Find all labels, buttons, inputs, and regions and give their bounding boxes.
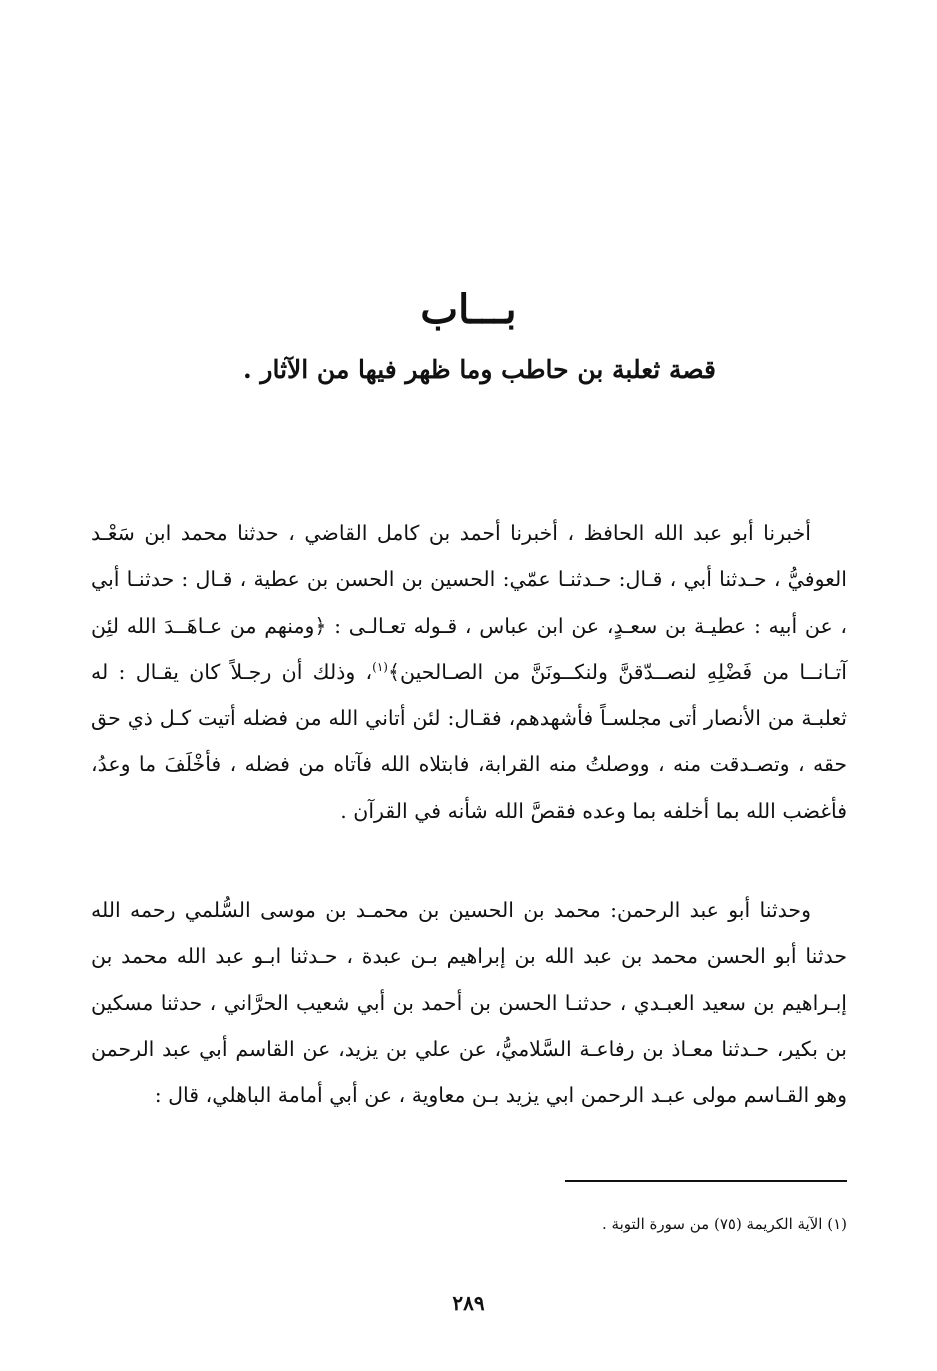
paragraph-2 xyxy=(91,887,847,1118)
page-number: ٢٨٩ xyxy=(452,1291,485,1315)
footnote: (١) الآية الكريمة (٧٥) من سورة التوبة . xyxy=(602,1215,847,1233)
paragraph-1 xyxy=(91,510,847,834)
paragraph-1-continuation: ، وذلك أن رجـلاً كان يقـال : له ثعلبـة من الأنصار أتى مجلسـاً فأشهدهم، فقـال: لئن أتاني الله من فضله أتيت كـل ذي حق حقه ، وتصـدقت منه ، ووصلتُ منه القرابة، فابتلاه الله فآتاه من فضله ، فأخْلَفَ ما وعدُ، فأغضب الله بما أخلفه بما وعده فقصَّ الله شأنه في القرآن . xyxy=(91,659,847,823)
chapter-label: بـــاب xyxy=(420,286,517,333)
paragraph-2-text: وحدثنا أبو عبد الرحمن: محمد بن الحسين بن محمـد بن موسى السُّلمي رحمه الله حدثنا أبو الحسن محمد بن عبد الله بن إبراهيم بـن عبدة ، حـدثنا ابـو عبد الله محمد بن إبـراهيم بن سعيد العبـدي ، حدثنـا الحسن بن أحمد بن أبي شعيب الحرَّاني ، حدثنا مسكين بن بكير، حـدثنا معـاذ بن رفاعـة السَّلاميُّ، عن علي بن يزيد، عن القاسم أبي عبد الرحمن وهو القـاسم مولى عبـد الرحمن ابي يزيد بـن معاوية ، عن أبي أمامة الباهلي، قال : xyxy=(91,898,847,1108)
paragraph-1-text: أخبرنا أبو عبد الله الحافظ ، أخبرنا أحمد بن كامل القاضي ، حدثنا محمد ابن سَعْـد العوفيُّ ، حـدثنا أبي ، قـال: حـدثنـا عمّي: الحسين بن الحسن بن عطية ، قـال : حدثنـا أبي ، عن أبيه : عطيـة بن سعـدٍ، عن ابن عباس ، قـوله تعـالـى : ﴿ومنهم من عـاهَــدَ الله لئِن آتـانــا من فَضْلِهِ لنصــدّقنَّ ولنكــونَنَّ من الصـالحين﴾ xyxy=(91,521,847,684)
chapter-title: قصة ثعلبة بن حاطب وما ظهر فيها من الآثار . xyxy=(242,355,716,384)
footnote-reference[interactable]: (١) xyxy=(372,660,388,675)
footnote-divider xyxy=(565,1180,847,1182)
